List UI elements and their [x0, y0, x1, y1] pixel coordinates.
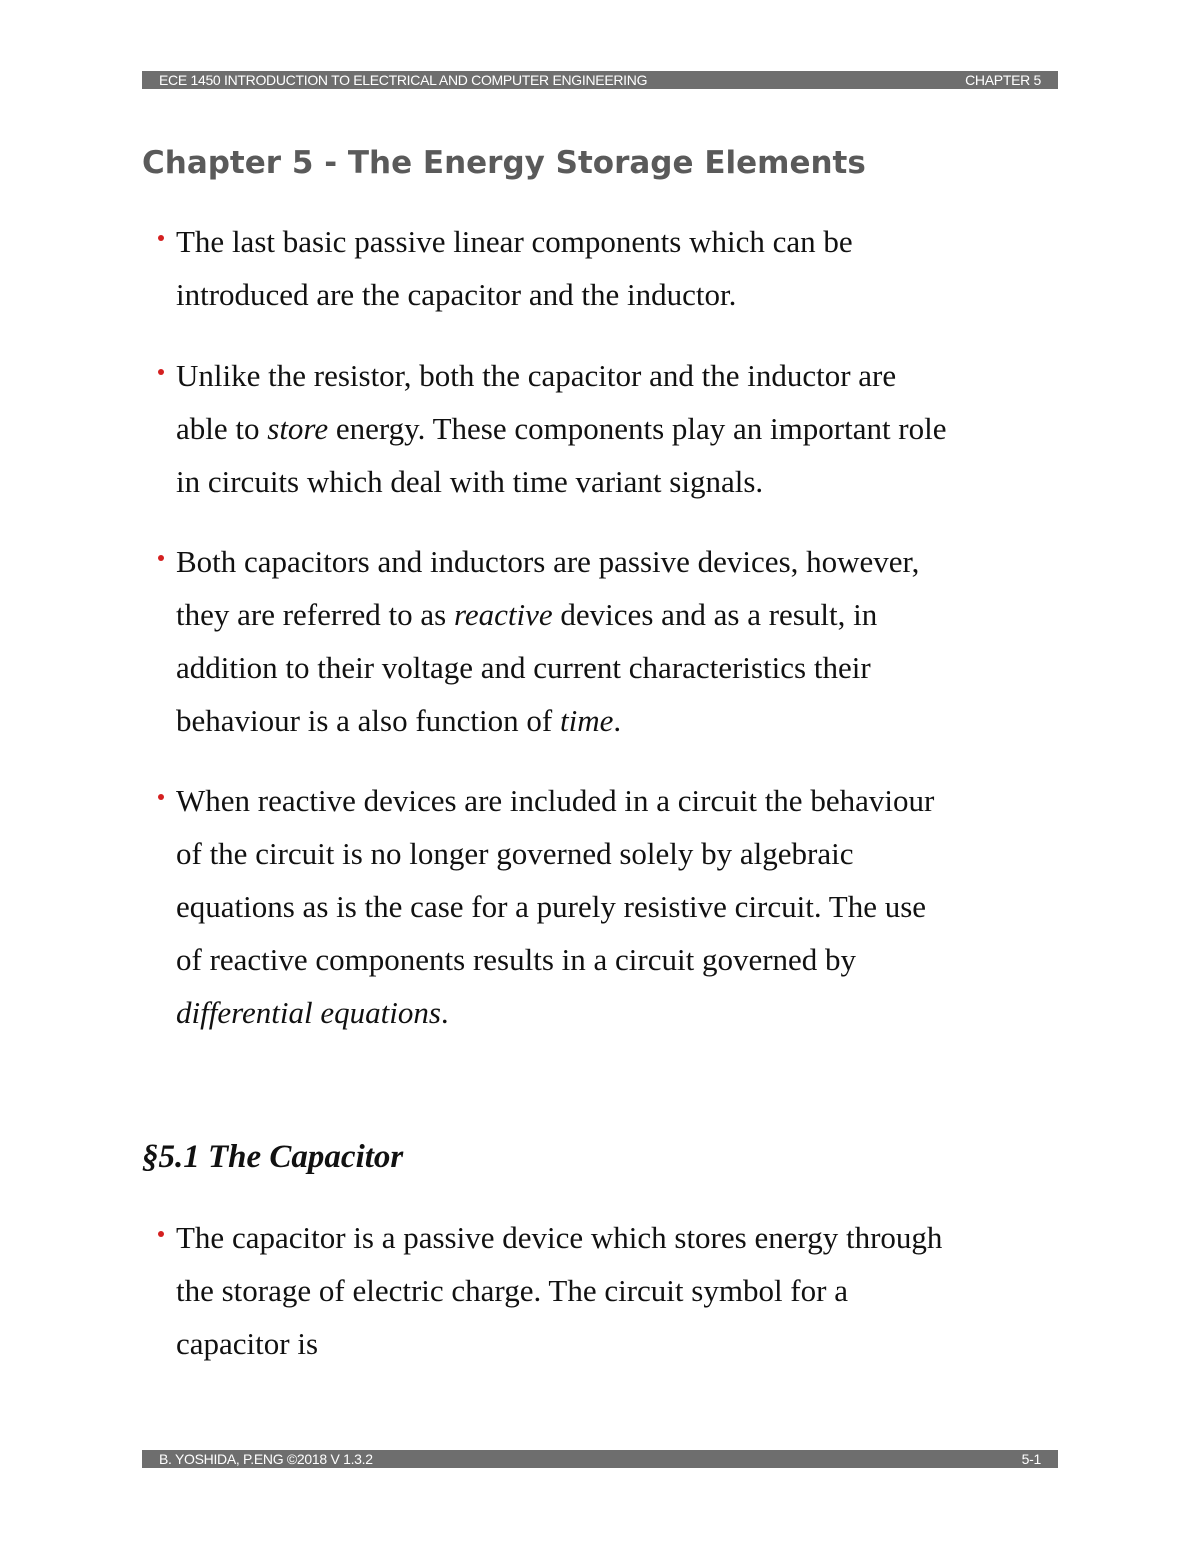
bullet-line: differential equations.	[176, 995, 449, 1030]
emphasis-store: store	[267, 411, 329, 446]
running-footer	[142, 1450, 1058, 1468]
bullet-line: Unlike the resistor, both the capacitor and the inductor are	[176, 358, 897, 393]
header-chapter-label: CHAPTER 5	[965, 72, 1041, 88]
bullet-line: Both capacitors and inductors are passive devices, however,	[176, 544, 920, 579]
footer-page-number: 5-1	[1021, 1451, 1041, 1467]
bullet-dot-icon	[158, 369, 164, 375]
section-title: §5.1 The Capacitor	[142, 1139, 404, 1175]
bullet-dot-icon	[158, 794, 164, 800]
bullet-line: The capacitor is a passive device which stores energy through	[176, 1220, 943, 1255]
bullet-line: of reactive components results in a circuit governed by	[176, 942, 857, 977]
bullet-line: introduced are the capacitor and the inductor.	[176, 277, 737, 312]
bullet-dot-icon	[158, 555, 164, 561]
header-course-title: ECE 1450 INTRODUCTION TO ELECTRICAL AND COMPUTER ENGINEERING	[159, 72, 648, 88]
emphasis-differential-equations: differential equations	[176, 995, 441, 1030]
bullet-line: of the circuit is no longer governed solely by algebraic	[176, 836, 854, 871]
bullet-line: behaviour is a also function of time.	[176, 703, 622, 738]
bullet-line: in circuits which deal with time variant signals.	[176, 464, 764, 499]
bullet-line: they are referred to as reactive devices and as a result, in	[176, 597, 878, 632]
running-header	[142, 71, 1058, 89]
bullet-dot-icon	[158, 1231, 164, 1237]
emphasis-time: time	[559, 703, 614, 738]
emphasis-reactive: reactive	[453, 597, 553, 632]
bullet-line: able to store energy. These components play an important role	[176, 411, 947, 446]
footer-author-version: B. YOSHIDA, P.ENG ©2018 V 1.3.2	[159, 1451, 373, 1467]
bullet-line: the storage of electric charge. The circuit symbol for a	[176, 1273, 848, 1308]
bullet-line: When reactive devices are included in a circuit the behaviour	[176, 783, 935, 818]
bullet-line: equations as is the case for a purely resistive circuit. The use	[176, 889, 927, 924]
chapter-title: Chapter 5 - The Energy Storage Elements	[142, 145, 866, 181]
bullet-dot-icon	[158, 235, 164, 241]
bullet-line: The last basic passive linear components which can be	[176, 224, 853, 259]
bullet-line: capacitor is	[176, 1326, 319, 1361]
bullet-line: addition to their voltage and current characteristics their	[176, 650, 871, 685]
